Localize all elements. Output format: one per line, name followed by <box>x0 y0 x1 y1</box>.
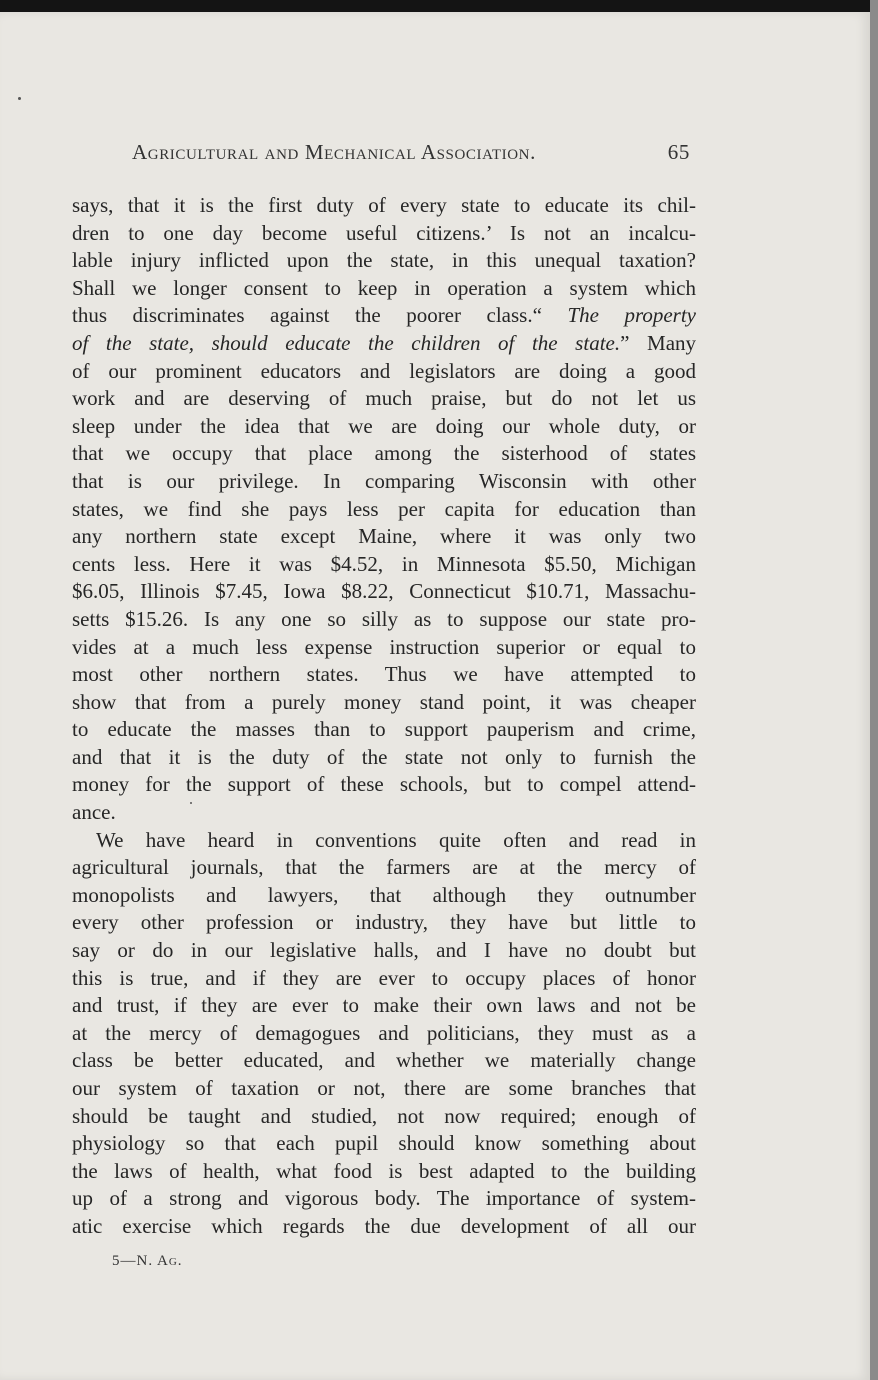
text-line: physiology so that each pupil should know something about <box>72 1131 696 1156</box>
text-line: dren to one day become useful citizens.’ Is not an incalcu- <box>72 220 696 245</box>
body-text <box>72 192 696 1241</box>
text-line: cents less. Here it was $4.52, in Minnesota $5.50, Michigan <box>72 551 696 576</box>
text-segment: Many <box>647 330 697 355</box>
paragraph-end-line: ance. <box>72 800 116 825</box>
paper-speck <box>18 97 21 100</box>
text-line: show that from a purely money stand point, it was cheaper <box>72 689 696 714</box>
text-line: at the mercy of demagogues and politicians, they must as a <box>72 1020 696 1045</box>
text-line: atic exercise which regards the due development of all our <box>72 1213 696 1238</box>
text-line: any northern state except Maine, where it was only two <box>72 524 696 549</box>
text-line: $6.05, Illinois $7.45, Iowa $8.22, Connecticut $10.71, Massachu- <box>72 579 696 604</box>
text-line: every other profession or industry, they have but little to <box>72 910 696 935</box>
text-line: states, we find she pays less per capita for education than <box>72 496 696 521</box>
text-line: lable injury inflicted upon the state, in this unequal taxation? <box>72 248 696 273</box>
text-line-quote-start <box>72 302 696 330</box>
text-line: vides at a much less expense instruction superior or equal to <box>72 634 696 659</box>
text-segment: thus discriminates against the poorer class. <box>72 303 533 328</box>
book-page <box>0 12 870 1380</box>
text-line: most other northern states. Thus we have attempted to <box>72 662 696 687</box>
text-line-quote-end <box>72 330 696 358</box>
text-line: our system of taxation or not, there are some branches that <box>72 1076 696 1100</box>
text-line: Shall we longer consent to keep in operation a system which <box>72 275 696 300</box>
quote-open-mark: “ <box>532 303 568 328</box>
running-title: Agricultural and Mechanical Association. <box>132 140 536 164</box>
text-line: money for the support of these schools, but to compel attend- <box>72 772 696 797</box>
text-line: that is our privilege. In comparing Wisconsin with other <box>72 468 696 493</box>
running-head <box>132 140 690 165</box>
text-line: says, that it is the first duty of every state to educate its chil- <box>72 193 696 217</box>
text-line: class be better educated, and whether we materially change <box>72 1048 696 1073</box>
text-line: work and are deserving of much praise, but do not let us <box>72 386 696 411</box>
text-line: agricultural journals, that the farmers are at the mercy of <box>72 855 696 880</box>
text-line: that we occupy that place among the sisterhood of states <box>72 441 696 466</box>
italic-quote: of the state, should educate the children of the state. <box>72 330 621 355</box>
text-line: to educate the masses than to support pauperism and crime, <box>72 717 696 742</box>
text-line: and trust, if they are ever to make their own laws and not be <box>72 993 696 1018</box>
paper-speck <box>190 802 192 804</box>
text-line: and that it is the duty of the state not only to furnish the <box>72 744 696 769</box>
italic-quote-start: The property <box>567 303 696 328</box>
signature-mark: 5—N. Ag. <box>112 1253 183 1269</box>
page-edge <box>870 0 878 1380</box>
quote-close-mark: ” <box>620 330 630 355</box>
text-line: this is true, and if they are ever to occupy places of honor <box>72 965 696 990</box>
text-line: of our prominent educators and legislators are doing a good <box>72 358 696 383</box>
text-line: setts $15.26. Is any one so silly as to suppose our state pro- <box>72 606 696 631</box>
text-line: should be taught and studied, not now required; enough of <box>72 1103 696 1128</box>
text-line: monopolists and lawyers, that although they outnumber <box>72 882 696 907</box>
text-line: the laws of health, what food is best adapted to the building <box>72 1158 696 1183</box>
page-number: 65 <box>667 140 690 164</box>
text-line: say or do in our legislative halls, and I have no doubt but <box>72 938 696 963</box>
paragraph-start-line: We have heard in conventions quite often and read in <box>96 827 696 852</box>
text-line: sleep under the idea that we are doing our whole duty, or <box>72 413 696 438</box>
text-line: up of a strong and vigorous body. The importance of system- <box>72 1186 696 1211</box>
